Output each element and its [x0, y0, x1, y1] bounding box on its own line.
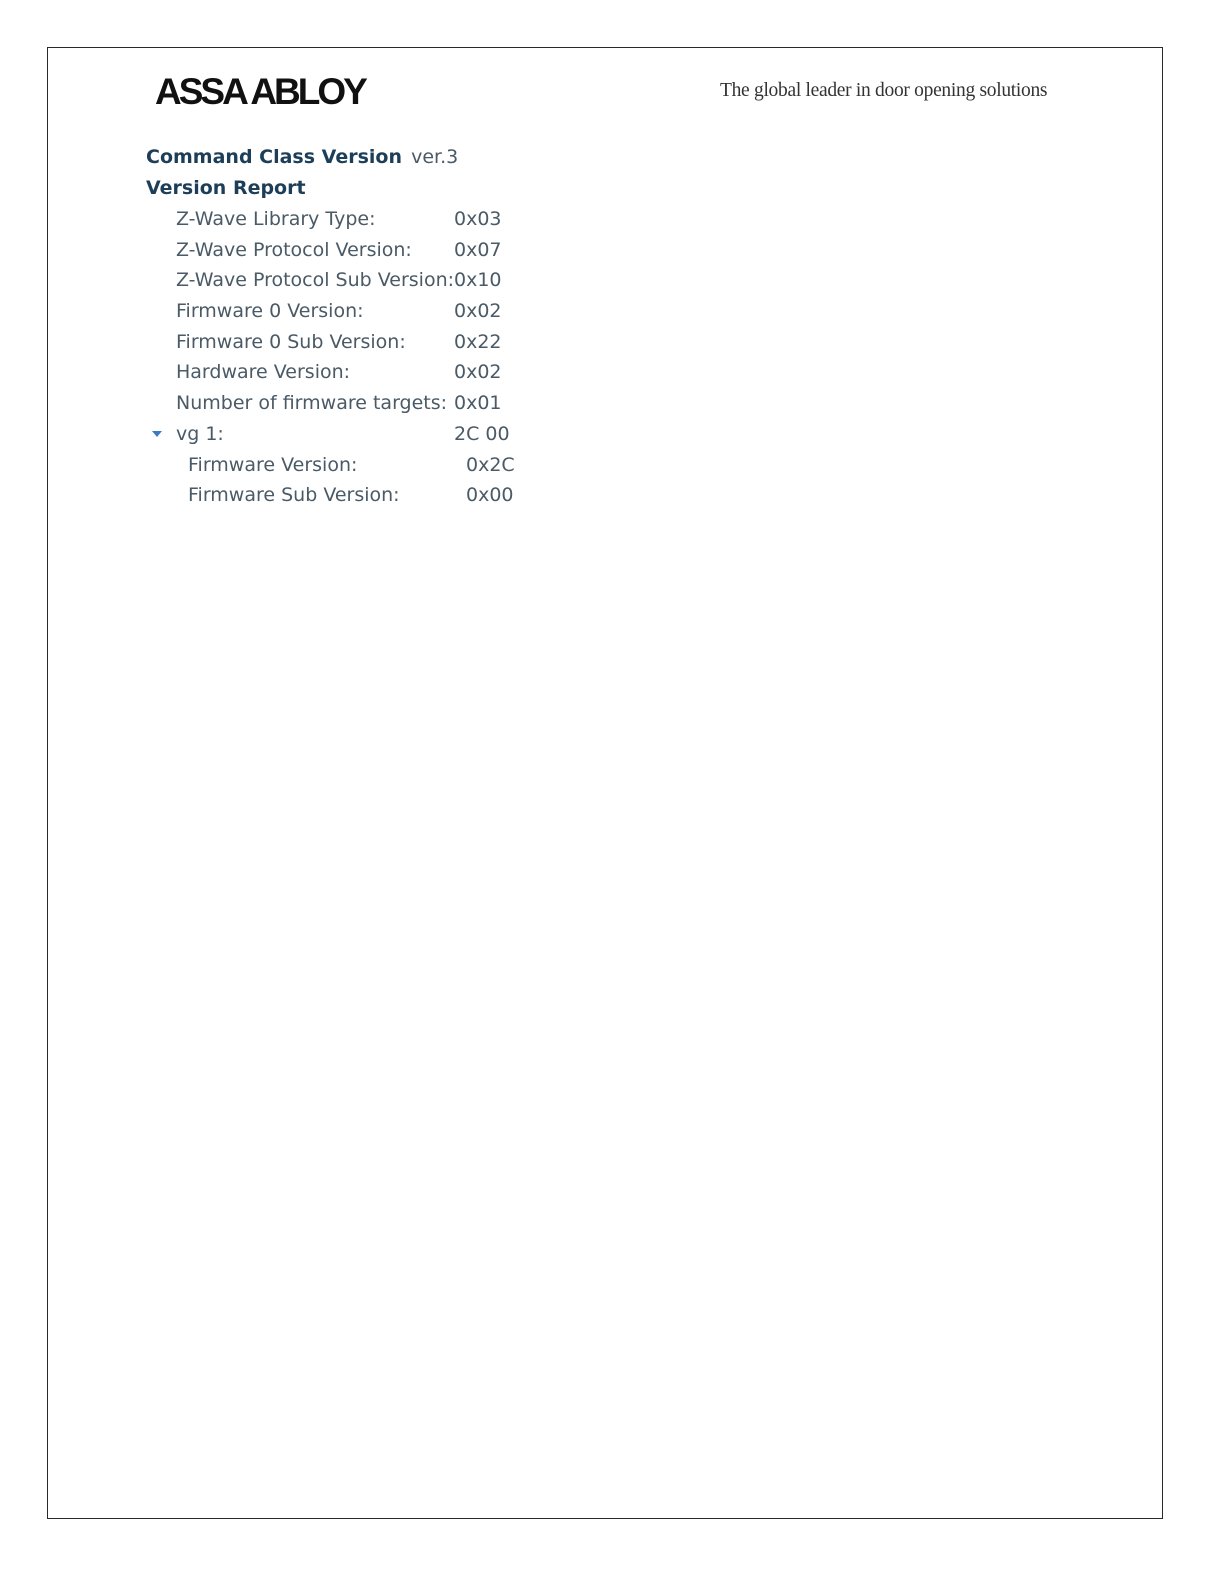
field-value: 0x00 [466, 484, 514, 507]
field-value: 0x22 [454, 330, 502, 353]
field-value: 0x07 [454, 238, 502, 261]
command-class-title: Command Class Version [146, 146, 402, 168]
field-row-firmware-0-sub-version [146, 327, 526, 358]
field-row-hardware-version [146, 357, 526, 388]
field-label: Z-Wave Library Type: [176, 208, 376, 230]
tree-node-vg1[interactable] [146, 419, 526, 450]
tree-node-value: 2C 00 [454, 422, 510, 445]
field-row-firmware-0-version [146, 296, 526, 327]
field-row-protocol-version [146, 235, 526, 266]
field-value: 0x01 [454, 392, 502, 415]
version-report-panel [146, 142, 526, 511]
company-tagline: The global leader in door opening solutions [720, 80, 1048, 101]
field-label: Hardware Version: [176, 361, 351, 384]
field-label: Firmware Version: [188, 453, 358, 476]
report-title: Version Report [146, 177, 306, 199]
command-class-version: ver.3 [411, 146, 459, 168]
field-row-firmware-sub-version [146, 480, 526, 511]
field-value: 0x02 [454, 300, 502, 323]
field-row-protocol-sub-version [146, 265, 526, 296]
expand-caret-icon[interactable] [152, 431, 162, 437]
field-label: Z-Wave Protocol Sub Version: [176, 269, 455, 292]
field-row-firmware-version [146, 450, 526, 481]
field-label: Firmware Sub Version: [188, 484, 400, 507]
report-heading [146, 173, 526, 204]
field-row-library-type [146, 204, 526, 235]
field-value: 0x02 [454, 361, 502, 384]
tree-node-label: vg 1: [176, 422, 224, 445]
field-value: 0x10 [454, 269, 502, 292]
field-label: Number of firmware targets: [176, 392, 448, 415]
command-class-heading [146, 142, 526, 173]
field-label: Firmware 0 Version: [176, 300, 364, 323]
field-value: 0x2C [466, 453, 515, 476]
field-label: Z-Wave Protocol Version: [176, 238, 412, 261]
field-value: 0x03 [454, 208, 502, 230]
assa-abloy-logo: ASSA ABLOY [155, 71, 365, 112]
field-row-firmware-targets [146, 388, 526, 419]
field-label: Firmware 0 Sub Version: [176, 330, 406, 353]
